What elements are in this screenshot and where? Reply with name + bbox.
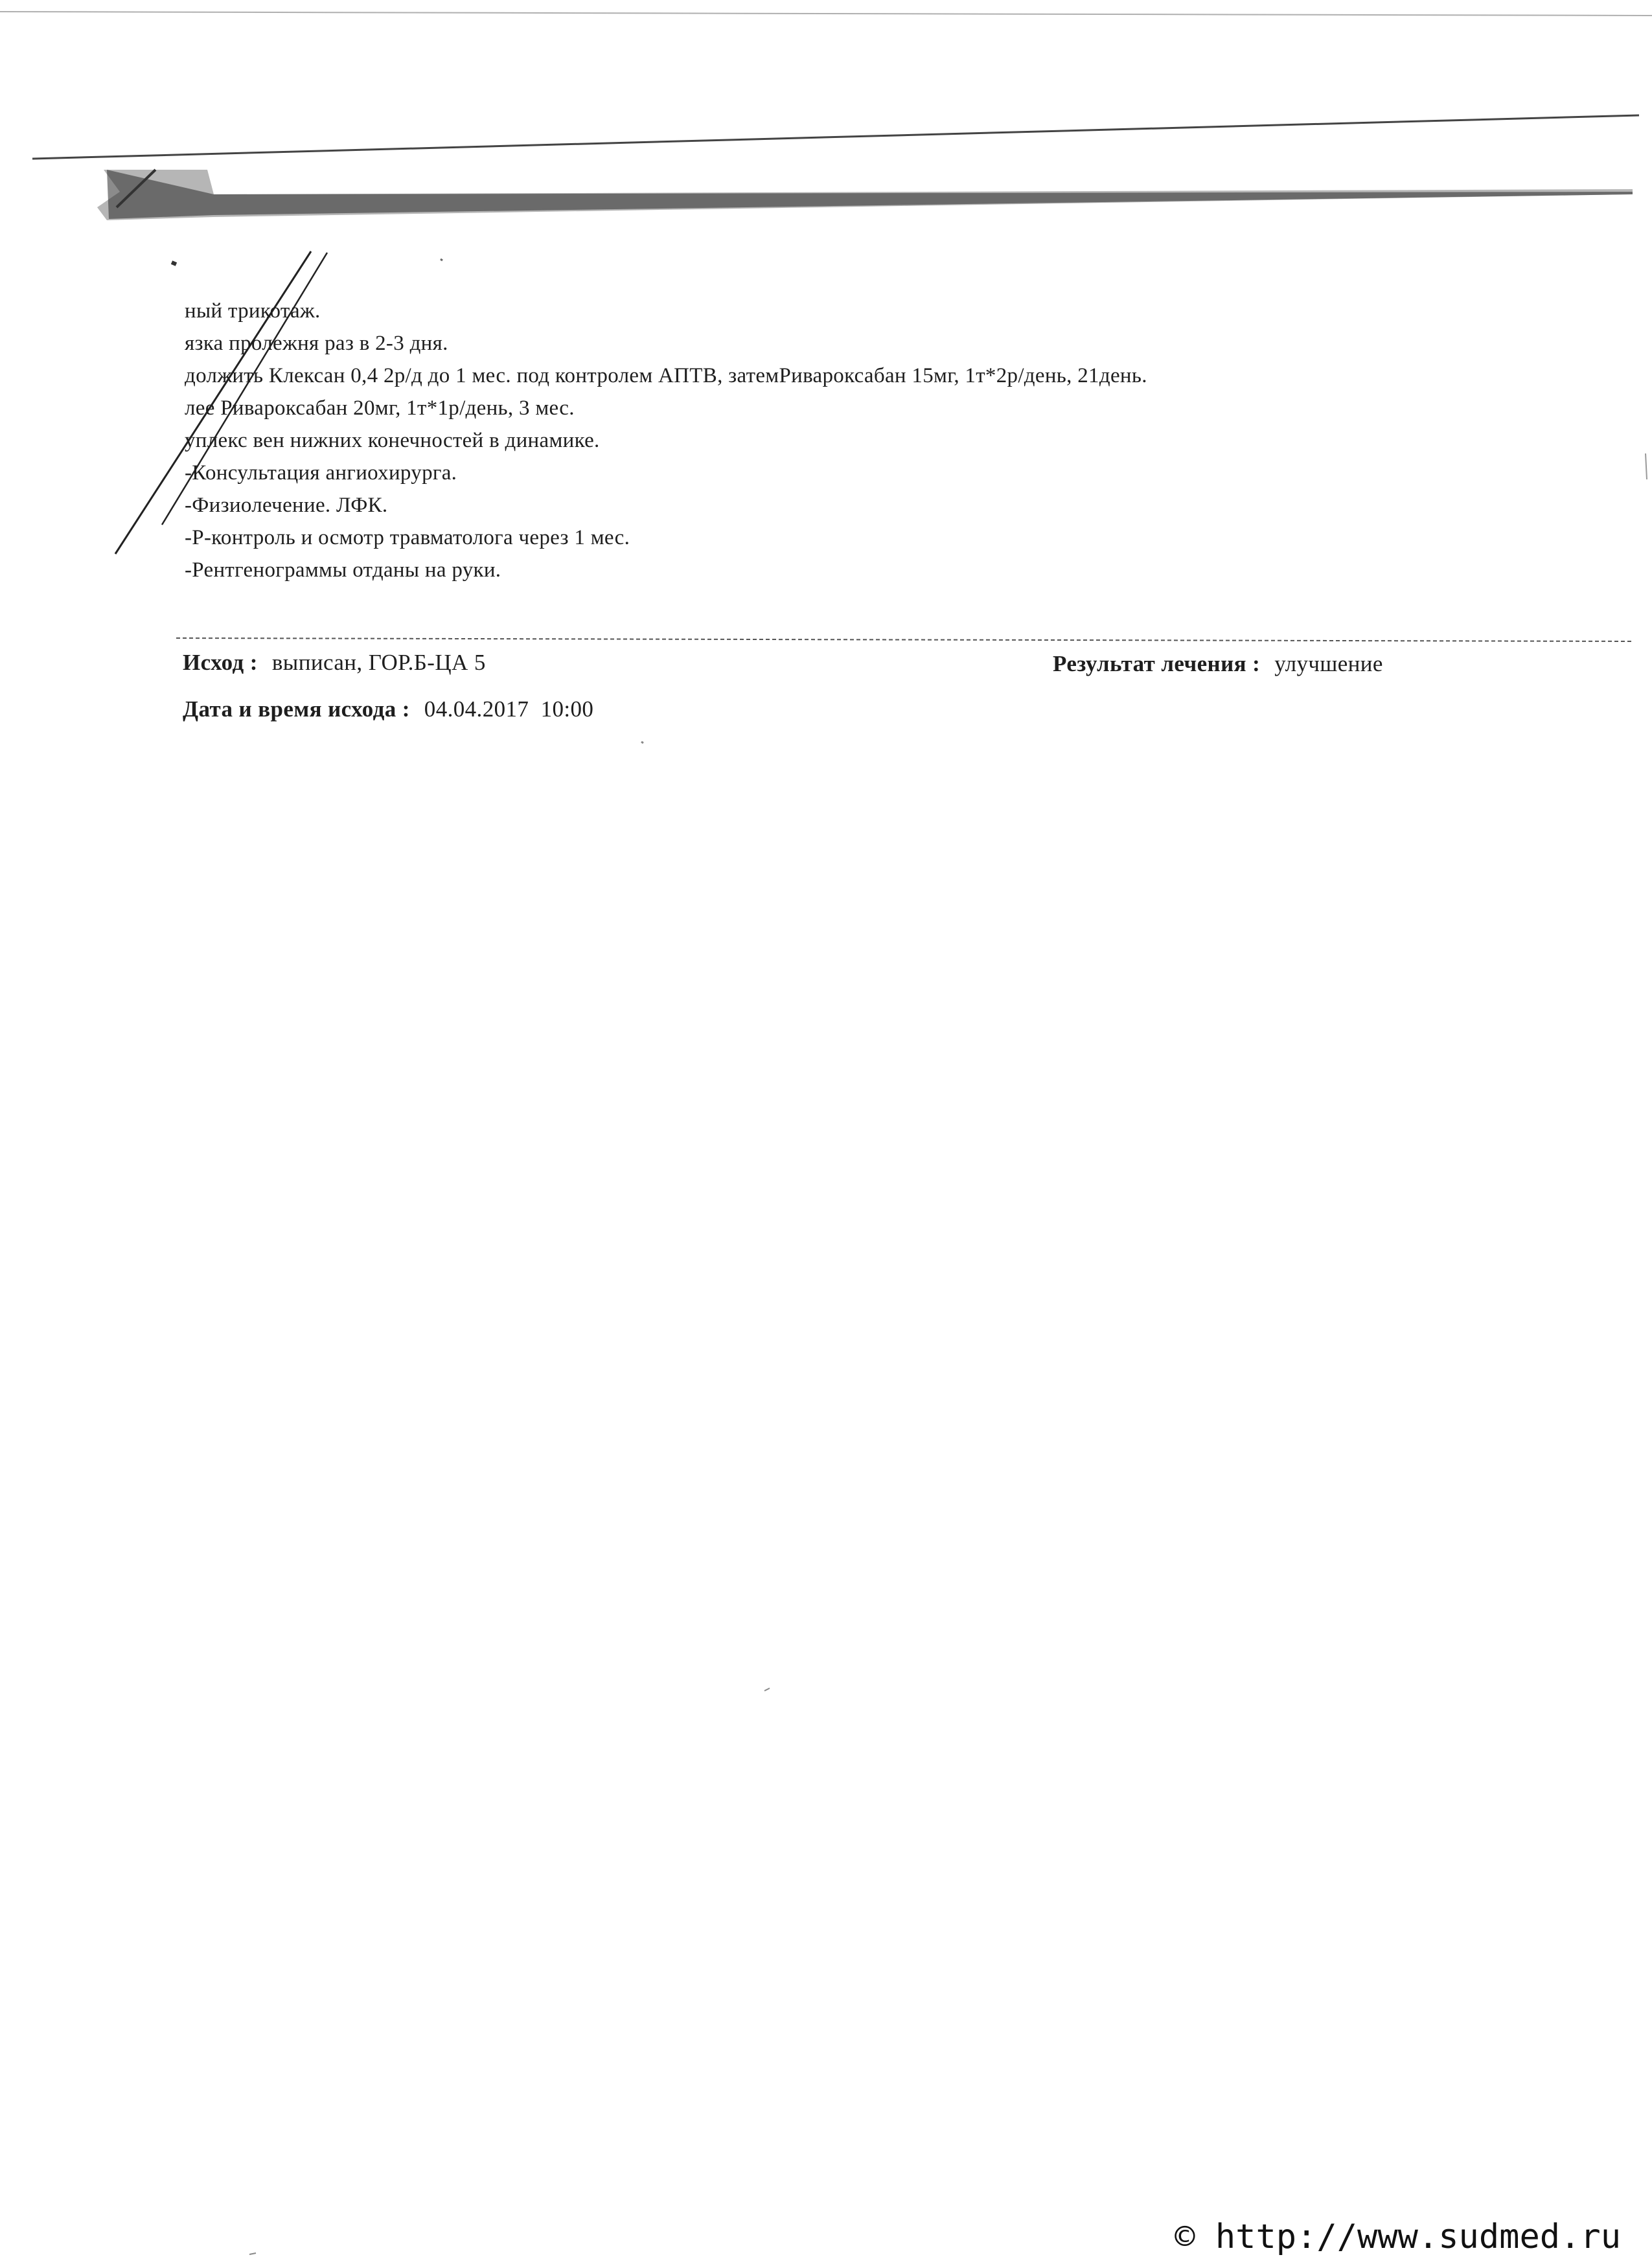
recommendations-list — [185, 295, 1147, 586]
discharge-field — [183, 696, 593, 722]
recommendation-item: язка пролежня раз в 2-3 дня. — [185, 332, 448, 355]
discharge-label: Дата и время исхода : — [183, 696, 410, 722]
discharge-value: 04.04.2017 10:00 — [424, 696, 594, 722]
recommendation-item: -Физиолечение. ЛФК. — [185, 494, 388, 517]
result-label: Результат лечения : — [1053, 651, 1261, 676]
recommendation-item: ный трикотаж. — [185, 299, 321, 323]
result-field — [1053, 651, 1383, 677]
recommendation-item: уплекс вен нижних конечностей в динамике. — [185, 429, 600, 452]
outcome-field — [183, 650, 486, 676]
recommendation-item: -Р-контроль и осмотр травматолога через 1 мес. — [185, 526, 630, 549]
recommendation-item: -Консультация ангиохирурга. — [185, 461, 457, 485]
watermark-link[interactable]: © http://www.sudmed.ru — [1175, 2217, 1621, 2256]
recommendation-item: -Рентгенограммы отданы на руки. — [185, 558, 501, 582]
result-value: улучшение — [1274, 651, 1383, 676]
recommendation-item: лее Ривароксабан 20мг, 1т*1р/день, 3 мес. — [185, 396, 575, 420]
outcome-value: выписан, ГОР.Б-ЦА 5 — [271, 650, 486, 675]
outcome-label: Исход : — [183, 650, 258, 675]
recommendation-item: должить Клексан 0,4 2р/д до 1 мес. под контролем АПТВ, затемРивароксабан 15мг, 1т*2р/день, 21день. — [185, 364, 1147, 387]
